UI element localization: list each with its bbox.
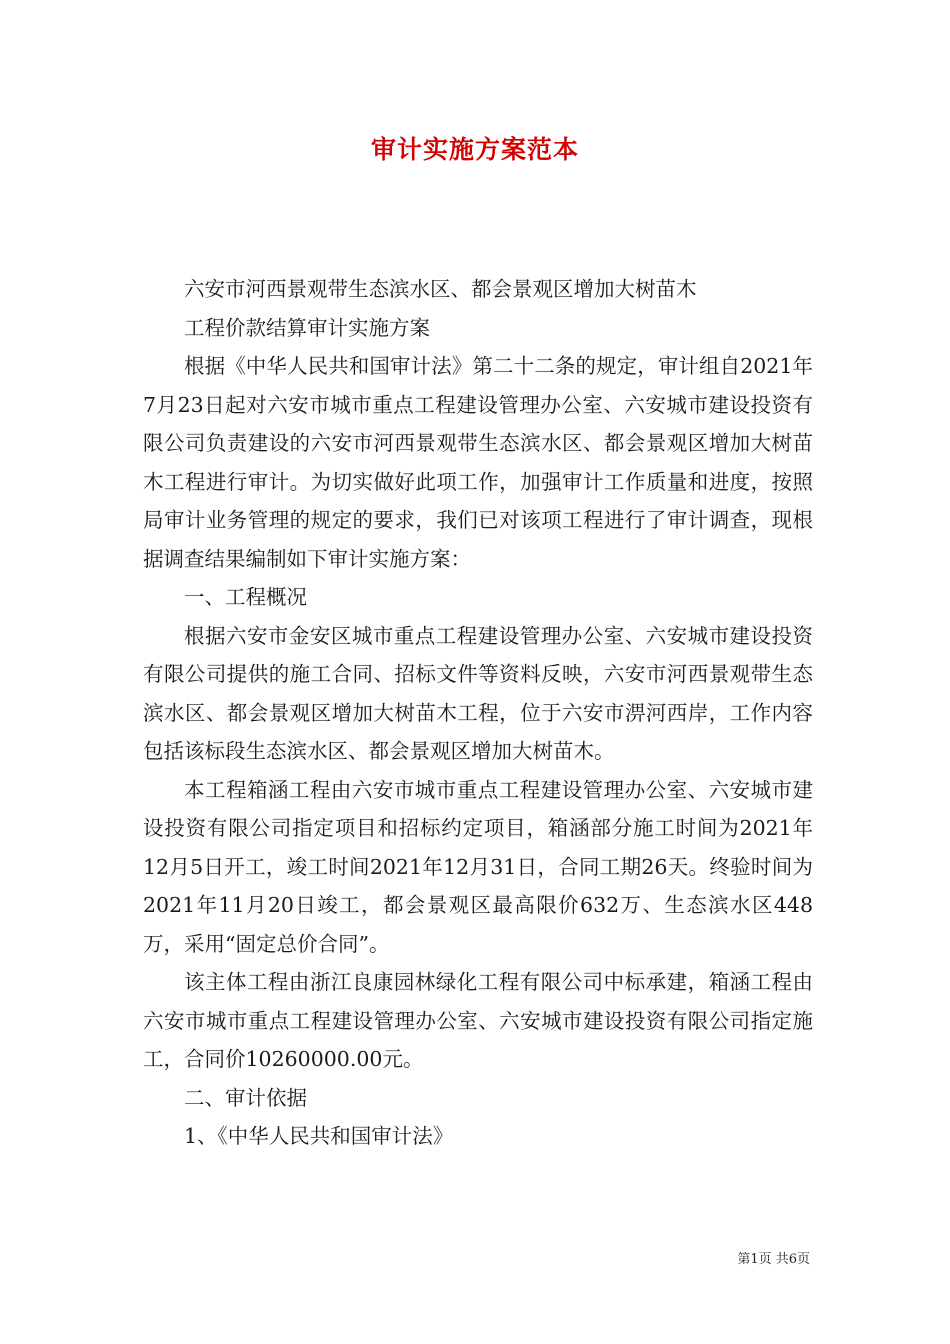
section-1-paragraph-3: 该主体工程由浙江良康园林绿化工程有限公司中标承建，箱涵工程由六安市城市重点工程建设管理办公室、六安城市建设投资有限公司指定施工，合同价10260000.00元。 (143, 970, 813, 1071)
page-title: 审计实施方案范本 (370, 135, 579, 164)
document-body (143, 270, 813, 1156)
section-1-paragraph-1: 根据六安市金安区城市重点工程建设管理办公室、六安城市建设投资有限公司提供的施工合同、招标文件等资料反映，六安市河西景观带生态滨水区、都会景观区增加大树苗木工程，位于六安市淠河西岸，工作内容包括该标段生态滨水区、都会景观区增加大树苗木。 (143, 623, 813, 763)
page-number: 第1页 共6页 (737, 1252, 810, 1267)
subtitle-line-2: 工程价款结算审计实施方案 (184, 315, 430, 340)
subtitle-line-1: 六安市河西景观带生态滨水区、都会景观区增加大树苗木 (184, 277, 697, 301)
section-2-heading: 二、审计依据 (184, 1085, 307, 1110)
section-2-item-1: 1、《中华人民共和国审计法》 (184, 1124, 454, 1148)
intro-paragraph: 根据《中华人民共和国审计法》第二十二条的规定，审计组自2021年7月23日起对六安市城市重点工程建设管理办公室、六安城市建设投资有限公司负责建设的六安市河西景观带生态滨水区、都会景观区增加大树苗木工程进行审计。为切实做好此项工作，加强审计工作质量和进度，按照局审计业务管理的规定的要求，我们已对该项工程进行了审计调查，现根据调查结果编制如下审计实施方案： (143, 354, 813, 571)
section-1-heading: 一、工程概况 (184, 585, 307, 609)
section-1-paragraph-2: 本工程箱涵工程由六安市城市重点工程建设管理办公室、六安城市建设投资有限公司指定项目和招标约定项目，箱涵部分施工时间为2021年12月5日开工，竣工时间2021年12月31日，合同工期26天。终验时间为2021年11月20日竣工，都会景观区最高限价632万、生态滨水区448万，采用“固定总价合同”。 (143, 777, 813, 956)
